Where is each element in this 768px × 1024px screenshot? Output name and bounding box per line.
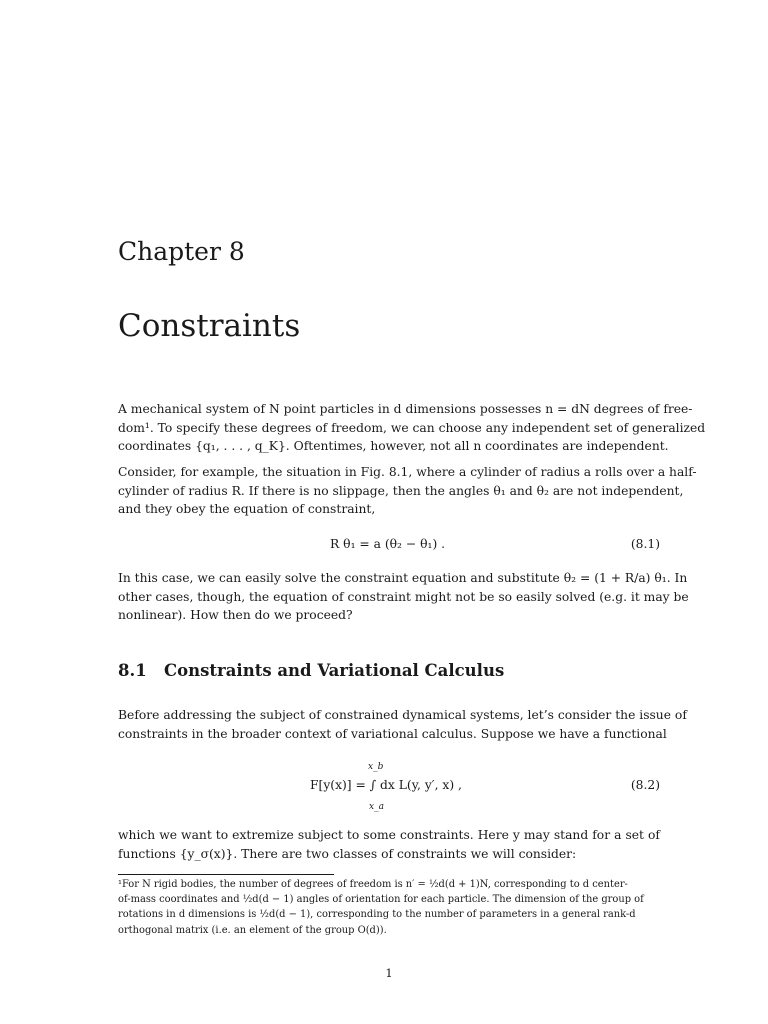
paragraph-line: In this case, we can easily solve the constraint equation and substitute θ₂ = (1 + R/a) θ₁. In [118,571,688,585]
intro-paragraph [118,400,706,456]
footnote [118,877,660,938]
paragraph-line: coordinates {q₁, . . . , q_K}. Oftentimes, however, not all n coordinates are independent. [118,439,669,454]
paragraph-line: cylinder of radius R. If there is no slippage, then the angles θ₁ and θ₂ are not independent, [118,483,684,498]
integral-upper-limit: x_b [368,762,384,772]
paragraph-line: nonlinear). How then do we proceed? [118,608,353,623]
footnote-line: orthogonal matrix (i.e. an element of the group O(d)). [118,924,387,936]
section-title: Constraints and Variational Calculus [164,661,505,680]
extremize-paragraph [118,826,660,863]
footnote-line: ¹For N rigid bodies, the number of degrees of freedom is n′ = ½d(d + 1)N, corresponding to d center- [118,879,628,890]
variational-paragraph [118,706,687,743]
paragraph-line: Before addressing the subject of constrained dynamical systems, let’s consider the issue of [118,708,687,722]
section-heading [118,660,504,682]
paragraph-line: which we want to extremize subject to some constraints. Here y may stand for a set of [118,828,660,842]
equation-number: (8.2) [630,778,660,792]
equation-number: (8.1) [630,537,660,551]
page-number: 1 [385,966,393,980]
footnote-line: rotations in d dimensions is ½d(d − 1), corresponding to the number of parameters in a general rank-d [118,909,636,921]
equation-8-2 [118,758,660,814]
solve-paragraph [118,569,689,625]
equation-body: R θ₁ = a (θ₂ − θ₁) . [330,537,446,551]
section-number: 8.1 [118,661,147,680]
integral-lower-limit: x_a [369,802,384,812]
footnote-line: of-mass coordinates and ½d(d − 1) angles of orientation for each particle. The dimension of the group of [118,894,644,906]
paragraph-line: other cases, though, the equation of constraint might not be so easily solved (e.g. it may be [118,589,689,604]
paragraph-line: and they obey the equation of constraint, [118,502,376,517]
footnote-rule [118,874,334,875]
paragraph-line: dom¹. To specify these degrees of freedom, we can choose any independent set of generalized [118,420,706,435]
chapter-label: Chapter 8 [118,237,245,266]
paragraph-line: Consider, for example, the situation in Fig. 8.1, where a cylinder of radius a rolls over a half- [118,465,697,479]
paragraph-line: functions {y_σ(x)}. There are two classes of constraints we will consider: [118,846,577,861]
paragraph-line: constraints in the broader context of variational calculus. Suppose we have a functional [118,726,667,741]
chapter-title: Constraints [118,308,301,344]
document-page [118,0,706,1024]
example-paragraph [118,463,697,519]
equation-body: F[y(x)] = ∫ dx L(y, y′, x) , [310,778,462,792]
paragraph-line: A mechanical system of N point particles in d dimensions possesses n = dN degrees of free- [118,402,693,416]
